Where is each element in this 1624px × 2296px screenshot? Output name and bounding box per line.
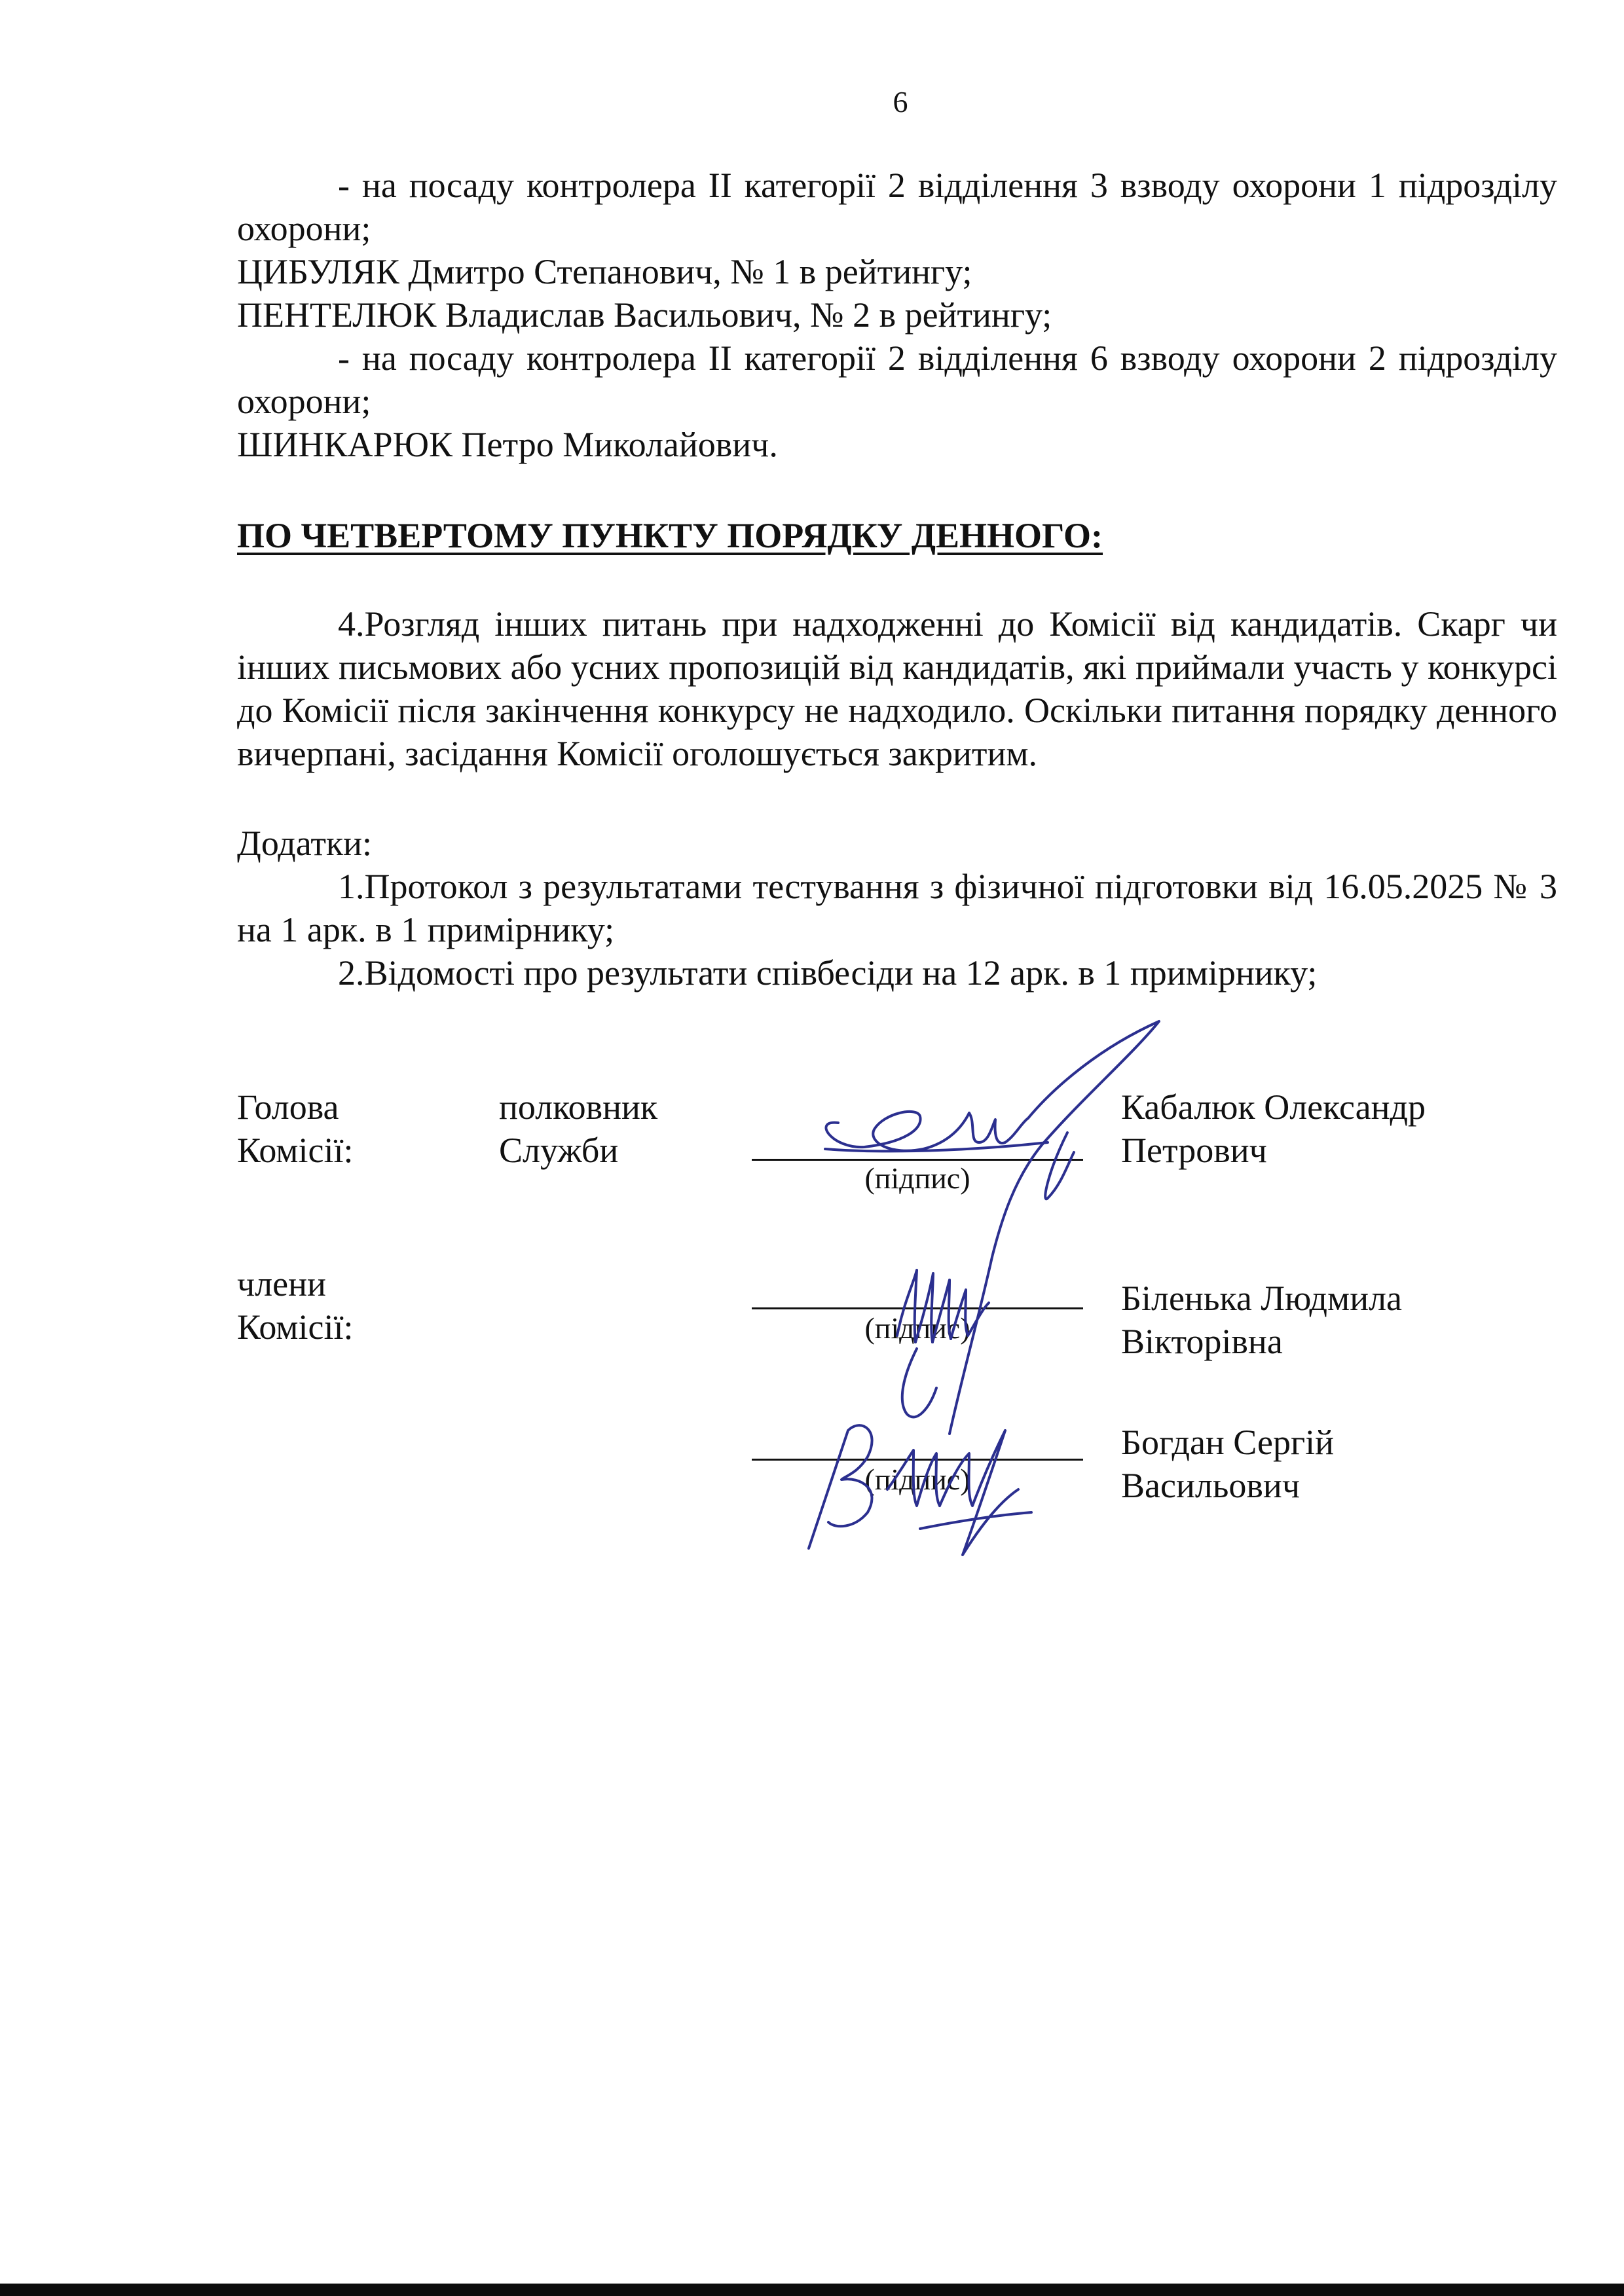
chair-rank — [499, 1085, 657, 1172]
chair-signature-caption: (підпис) — [864, 1161, 970, 1195]
page-number: 6 — [893, 85, 908, 118]
member2-signature-caption: (підпис) — [864, 1463, 970, 1496]
position-paragraph-1: - на посаду контролера ІІ категорії 2 відділення 3 взводу охорони 1 підрозділу охорони; — [237, 166, 1557, 248]
chair-rank-line-2: Служби — [499, 1131, 619, 1170]
position-paragraph-2: - на посаду контролера ІІ категорії 2 відділення 6 взводу охорони 2 підрозділу охорони; — [237, 338, 1557, 421]
scan-bottom-edge — [0, 2284, 1624, 2296]
member1-signature-caption: (підпис) — [864, 1311, 970, 1345]
member2-name-line-2: Васильович — [1121, 1466, 1300, 1505]
members-role-line-2: Комісії: — [237, 1307, 354, 1347]
chair-role-line-1: Голова — [237, 1087, 339, 1127]
candidate-line-2: ПЕНТЕЛЮК Владислав Васильович, № 2 в рейтингу; — [237, 295, 1052, 335]
attachments-label: Додатки: — [237, 824, 373, 863]
member2-name-line-1: Богдан Сергій — [1121, 1423, 1335, 1462]
section-heading: ПО ЧЕТВЕРТОМУ ПУНКТУ ПОРЯДКУ ДЕННОГО: — [237, 516, 1103, 555]
chair-rank-line-1: полковник — [499, 1087, 658, 1127]
chair-name-line-2: Петрович — [1121, 1131, 1267, 1170]
section-heading-block — [237, 514, 1557, 557]
member1-name-line-1: Біленька Людмила — [1121, 1279, 1403, 1318]
member2-handwritten-signature-icon — [783, 1398, 1058, 1568]
item4-paragraph: 4.Розгляд інших питань при надходженні до Комісії від кандидатів. Скарг чи інших письмових або усних пропозицій від кандидатів, які приймали участь у конкурсі до Комісії після закінчення конкурсу не надходило. Оскільки питання порядку денного вичерпані, засідання Комісії оголошується закритим. — [237, 604, 1557, 773]
attachments-block — [237, 822, 1557, 994]
members-role-line-1: члени — [237, 1264, 326, 1303]
candidate-line-3: ШИНКАРЮК Петро Миколайович. — [237, 425, 778, 464]
item4-block — [237, 602, 1557, 775]
members-role — [237, 1262, 353, 1349]
chair-role — [237, 1085, 353, 1172]
body-text-top — [237, 164, 1557, 466]
chair-role-line-2: Комісії: — [237, 1131, 354, 1170]
candidate-line-1: ЦИБУЛЯК Дмитро Степанович, № 1 в рейтингу; — [237, 252, 972, 291]
attachment-item-2: 2.Відомості про результати співбесіди на 12 арк. в 1 примірнику; — [338, 953, 1318, 993]
chair-name-line-1: Кабалюк Олександр — [1121, 1087, 1426, 1127]
member1-name-line-2: Вікторівна — [1121, 1322, 1283, 1361]
attachment-item-1: 1.Протокол з результатами тестування з фізичної підготовки від 16.05.2025 № 3 на 1 арк. в 1 примірнику; — [237, 867, 1557, 949]
